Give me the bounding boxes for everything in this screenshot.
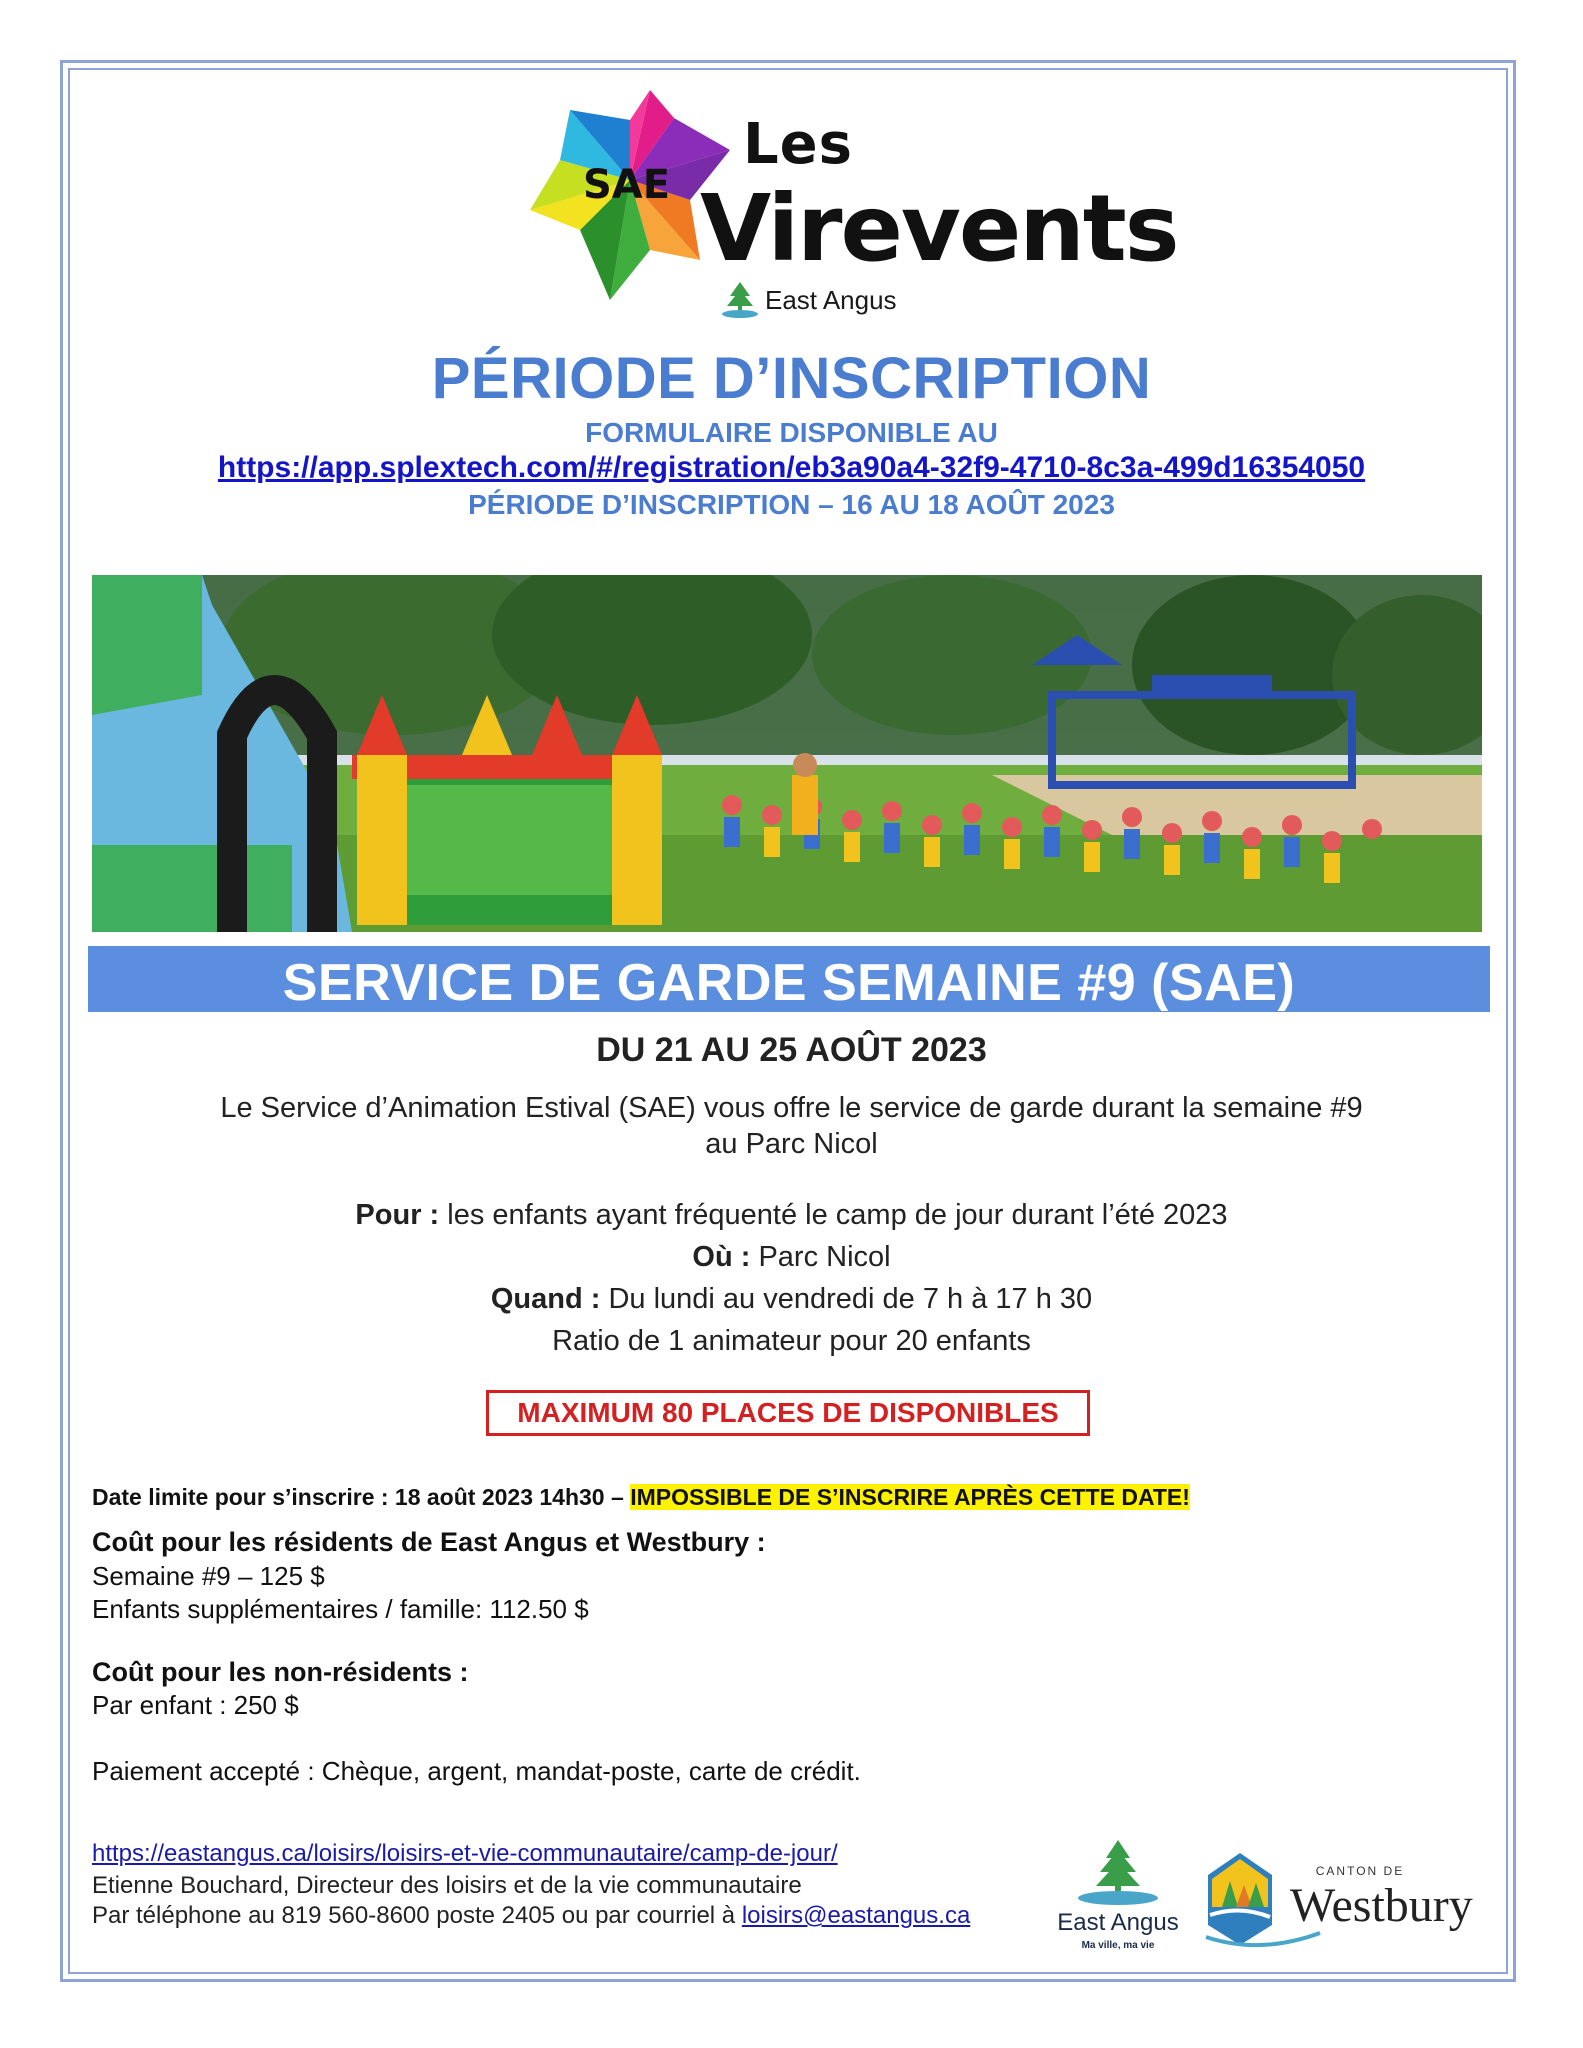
registration-deadline	[92, 1484, 1190, 1511]
form-available-label: FORMULAIRE DISPONIBLE AU	[585, 417, 998, 448]
camp-photo	[92, 575, 1482, 932]
maximum-places-box	[486, 1390, 1090, 1436]
description-line-2: au Parc Nicol	[705, 1128, 878, 1160]
service-dates: DU 21 AU 25 AOÛT 2023	[596, 1031, 987, 1069]
contact-name: Etienne Bouchard, Directeur des loisirs et de la vie communautaire	[92, 1872, 802, 1899]
virevents-logo	[525, 80, 1178, 325]
camp-website-link[interactable]: https://eastangus.ca/loisirs/loisirs-et-vie-communautaire/camp-de-jour/	[92, 1840, 838, 1867]
detail-quand	[0, 1283, 1583, 1316]
logo-virevents-text: Virevents	[700, 175, 1178, 282]
residents-week-price: Semaine #9 – 125 $	[92, 1561, 325, 1591]
residents-cost-heading: Coût pour les résidents de East Angus et Westbury :	[92, 1527, 766, 1557]
registration-form-link[interactable]: https://app.splextech.com/#/registration/eb3a90a4-32f9-4710-8c3a-499d16354050	[217, 451, 1366, 484]
east-angus-logo-tagline: Ma ville, ma vie	[1081, 1940, 1155, 1951]
sae-logo-text: SAE	[583, 162, 671, 208]
east-angus-tree-icon	[720, 280, 760, 320]
detail-pour-value: les enfants ayant fréquenté le camp de jour durant l’été 2023	[439, 1199, 1228, 1231]
deadline-warning: IMPOSSIBLE DE S’INSCRIRE APRÈS CETTE DATE!	[630, 1484, 1190, 1510]
detail-ou	[0, 1241, 1583, 1274]
service-banner	[88, 946, 1490, 1012]
deadline-label: Date limite pour s’inscrire : 18 août 2023 14h30 –	[92, 1484, 631, 1510]
detail-ou-label: Où :	[692, 1241, 751, 1273]
service-description	[0, 1090, 1583, 1162]
detail-quand-value: Du lundi au vendredi de 7 h à 17 h 30	[600, 1283, 1093, 1315]
page-title: PÉRIODE D’INSCRIPTION	[431, 346, 1152, 411]
detail-pour	[0, 1199, 1583, 1232]
detail-ou-value: Parc Nicol	[750, 1241, 891, 1273]
contact-email-link[interactable]: loisirs@eastangus.ca	[741, 1902, 971, 1929]
contact-phone-email	[92, 1902, 970, 1930]
detail-ratio: Ratio de 1 animateur pour 20 enfants	[552, 1325, 1031, 1357]
banner-title: SERVICE DE GARDE SEMAINE #9 (SAE)	[282, 954, 1296, 1012]
description-line-1: Le Service d’Animation Estival (SAE) vous offre le service de garde durant la semaine #9	[220, 1092, 1363, 1124]
east-angus-logo	[1048, 1838, 1188, 1958]
payment-methods: Paiement accepté : Chèque, argent, mandat-poste, carte de crédit.	[92, 1756, 861, 1786]
westbury-logo	[1200, 1845, 1490, 1955]
logo-subtitle: East Angus	[765, 285, 897, 315]
contact-phone-text: Par téléphone au 819 560-8600 poste 2405 ou par courriel à	[92, 1902, 742, 1929]
registration-period: PÉRIODE D’INSCRIPTION – 16 AU 18 AOÛT 2023	[468, 489, 1115, 520]
detail-quand-label: Quand :	[490, 1283, 601, 1315]
east-angus-logo-name: East Angus	[1057, 1909, 1179, 1936]
westbury-logo-name: Westbury	[1290, 1879, 1473, 1932]
nonresidents-cost-heading: Coût pour les non-résidents :	[92, 1657, 469, 1687]
residents-extra-price: Enfants supplémentaires / famille: 112.50 $	[92, 1594, 589, 1624]
maximum-places-text: MAXIMUM 80 PLACES DE DISPONIBLES	[517, 1397, 1059, 1428]
logo-les-text: Les	[743, 112, 853, 177]
nonresidents-price: Par enfant : 250 $	[92, 1690, 299, 1720]
westbury-logo-prefix: CANTON DE	[1315, 1864, 1405, 1878]
detail-pour-label: Pour :	[355, 1199, 440, 1231]
